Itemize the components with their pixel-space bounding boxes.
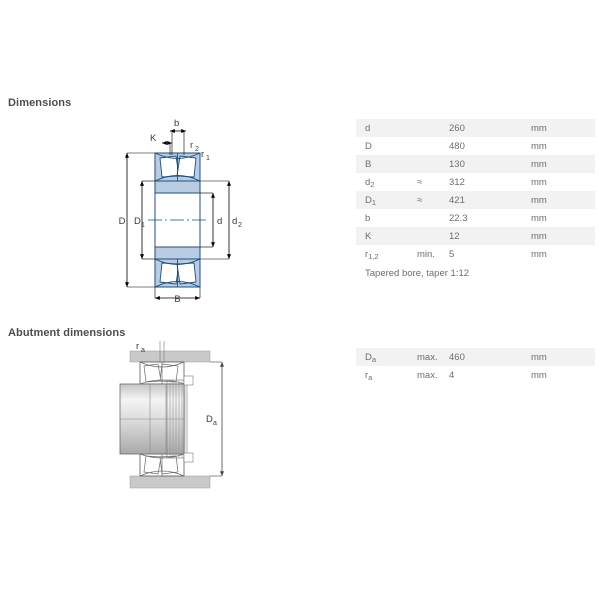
roller-upper-right <box>177 156 196 177</box>
dimensions-table-qualifier <box>417 227 449 245</box>
dimensions-table-row <box>356 137 595 155</box>
dimensions-table-symbol: K <box>356 227 417 245</box>
label-K: K <box>150 133 157 144</box>
bearing-body <box>148 153 208 287</box>
abutment-table-row <box>356 366 595 384</box>
roller-lower-left <box>160 263 179 284</box>
roller-upper-left <box>160 156 179 177</box>
dimensions-table-value: 5 <box>449 248 455 260</box>
label-r1-base: r <box>201 149 205 160</box>
dimensions-table-unit: mm <box>531 155 595 173</box>
abutment-table-symbol: $D_a$ <box>356 348 417 366</box>
dimensions-table-value: 130 <box>449 155 531 173</box>
dimensions-table-row <box>356 173 595 191</box>
dimensions-table-value: 312 <box>449 176 465 188</box>
abutment-cross-section-drawing <box>110 336 240 501</box>
label-D: D <box>118 216 126 227</box>
dimensions-table-symbol: $r_{1,2}$ <box>365 248 379 261</box>
abutment-dimensions-section-title: Abutment dimensions <box>8 327 126 339</box>
housing-block-bottom <box>130 476 210 488</box>
abutment-table-unit: mm <box>531 348 595 366</box>
dimensions-table-unit: mm <box>531 176 547 188</box>
label-d: d <box>217 216 223 227</box>
dimension-r1 <box>201 149 210 162</box>
dimensions-table-qualifier: ≈ <box>417 176 423 188</box>
dimensions-table-note-row <box>356 263 595 283</box>
dimensions-table-unit: mm <box>531 191 595 209</box>
dimensions-table-qualifier: ≈ <box>417 191 449 209</box>
abutment-table-qualifier: max. <box>417 369 438 381</box>
abutment-table-qualifier: max. <box>417 348 449 366</box>
bearing-cross-section-drawing <box>100 106 350 306</box>
dimensions-table-row <box>356 227 595 245</box>
dimensions-table-row <box>356 155 595 173</box>
label-ra-sub: a <box>141 347 145 354</box>
label-d2-sub: 2 <box>238 222 242 229</box>
label-D1-sub: 1 <box>141 222 145 229</box>
dimensions-table-unit: mm <box>531 212 547 224</box>
dimension-r2 <box>190 140 199 153</box>
dimensions-table-row <box>356 245 595 263</box>
dimension-Da <box>206 362 222 476</box>
dimensions-table-qualifier <box>417 155 449 173</box>
dimensions-table-value: 480 <box>449 140 465 152</box>
abutment-table-body <box>356 348 595 384</box>
dimensions-table-unit: mm <box>531 227 595 245</box>
label-r1-sub: 1 <box>206 155 210 162</box>
dimension-B <box>155 287 200 305</box>
dimensions-table-row <box>356 119 595 137</box>
dimensions-table-symbol: d <box>356 119 417 137</box>
dimensions-table-qualifier: min. <box>417 248 435 260</box>
dimensions-table-symbol: B <box>356 155 417 173</box>
dimensions-table-row <box>356 209 595 227</box>
label-Da-sub: a <box>213 420 217 427</box>
dimensions-table-value: 12 <box>449 227 531 245</box>
dimensions-table-row <box>356 191 595 209</box>
label-b: b <box>174 118 180 129</box>
label-B: B <box>174 294 181 305</box>
dimensions-table-unit: mm <box>531 248 547 260</box>
dimensions-section-title: Dimensions <box>8 97 72 109</box>
label-Da-base: D <box>206 414 213 425</box>
label-ra-base: r <box>136 341 140 352</box>
dimensions-table-value: 22.3 <box>449 212 468 224</box>
dimension-b <box>170 118 186 155</box>
dimensions-table-symbol: $D_1$ <box>356 191 417 209</box>
abutment-table-unit: mm <box>531 369 547 381</box>
dimensions-table-symbol: D <box>365 140 372 152</box>
dimensions-table-value: 421 <box>449 191 531 209</box>
dimensions-table-qualifier <box>417 209 449 227</box>
dimensions-table-unit: mm <box>531 140 547 152</box>
roller-lower-right <box>177 263 196 284</box>
dimensions-table-qualifier <box>417 119 449 137</box>
abutment-spec-table <box>356 348 595 384</box>
abutment-table-value: 460 <box>449 348 531 366</box>
dimensions-table-symbol: b <box>365 212 371 224</box>
label-r2-sub: 2 <box>195 146 199 153</box>
dimensions-table-symbol: $d_2$ <box>365 176 375 189</box>
dimensions-table-qualifier <box>417 137 449 155</box>
label-D1-base: D <box>134 216 141 227</box>
label-r2-base: r <box>190 140 194 151</box>
abutment-table-row <box>356 348 595 366</box>
dimensions-table-note: Tapered bore, taper 1:12 <box>356 263 595 283</box>
dimensions-spec-table <box>356 119 595 283</box>
dimension-K <box>150 133 172 155</box>
abutment-table-value: 4 <box>449 369 455 381</box>
dimensions-table-body <box>356 119 595 283</box>
dimensions-table-unit: mm <box>531 119 595 137</box>
dimensions-table-value: 260 <box>449 119 531 137</box>
abutment-table-symbol: $r_a$ <box>365 369 373 382</box>
label-d2-base: d <box>232 216 238 227</box>
